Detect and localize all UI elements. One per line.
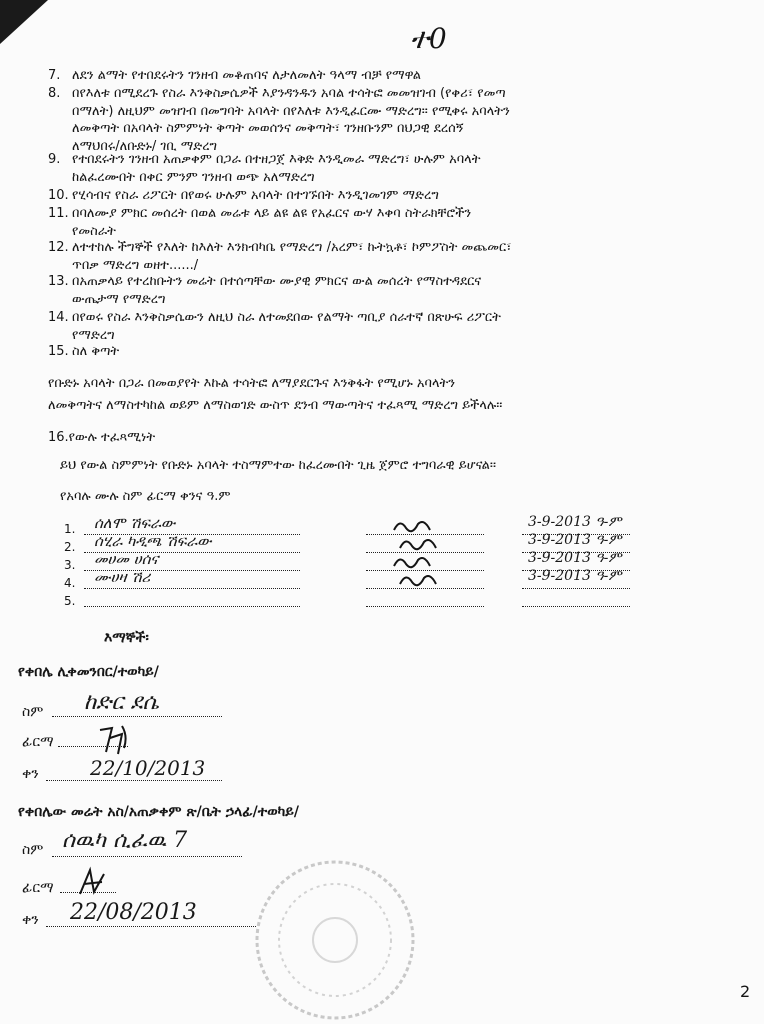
- member-date-line: [522, 606, 630, 607]
- clause-line: [48, 310, 728, 326]
- clause-line: [72, 328, 752, 344]
- clause-number: 10.: [48, 188, 69, 203]
- clause-text: ስለ ቅጣት: [72, 344, 120, 359]
- section-16-heading: 16.የውሉ ተፈጻሚነት: [48, 430, 156, 445]
- clause-number: 12.: [48, 240, 69, 255]
- clause-number: 13.: [48, 274, 69, 289]
- office-title: የቀበሌው መሬት አስ/አጠቃቀም ጽ/ቤት ኃላፊ/ተወካይ/: [18, 804, 299, 820]
- member-date-handwritten: 3-9-2013 ዓ-ም: [528, 550, 622, 566]
- member-date-handwritten: 3-9-2013 ዓ-ም: [528, 532, 622, 548]
- folded-corner-shadow: [0, 0, 60, 60]
- member-name-handwritten: ሙሀዛ ሽሪ: [94, 568, 151, 586]
- office-name-handwritten: ሰዉካ ሲፈዉ 7: [62, 828, 188, 853]
- office-signature-scribble: [74, 864, 114, 904]
- clause-line: [48, 86, 728, 102]
- clause-text: በየወሩ የስራ እንቅስቃሴውን ለዚህ ስራ ለተመደበው የልማት ጣቢያ ሰራተኛ በጽሁፍ ሪፖርት: [72, 310, 501, 325]
- clause-line: [72, 121, 752, 137]
- clause-number: 9.: [48, 152, 61, 167]
- clause-line: [48, 188, 728, 204]
- clause-text: ለተተከሉ ችግኞች የእለት ከእለት እንክብካቤ የማድረግ /አረም፣ ኩትኳቶ፣ ኮምፖስት መጨመር፣: [72, 240, 512, 255]
- member-signature-scribble: [396, 534, 446, 554]
- clause-text: በማለት) ለዚህም መዝገብ በመግባት አባላት በየእለቱ እንዲፈርሙ ማድረግ። የሚቀሩ አባላትን: [72, 103, 510, 119]
- office-date-handwritten: 22/08/2013: [70, 900, 197, 925]
- member-row-number: 5.: [64, 594, 76, 608]
- office-name-line: [52, 856, 242, 857]
- penalty-line-2: ለመቅጣትና ለማስተካከል ወይም ለማስወገድ ውስጥ ደንብ ማውጣትና ተፈጻሚ ማድረግ ይችላሉ፡፡: [48, 398, 503, 413]
- clause-line: [72, 292, 752, 308]
- office-date-line: [46, 926, 256, 927]
- clause-text: የመስራት: [72, 223, 116, 239]
- member-name-handwritten: ሰሂራ ካዲጫ ሽፍራው: [94, 532, 212, 550]
- clause-line: [72, 258, 752, 274]
- clause-line: [48, 274, 728, 290]
- member-sign-line: [366, 606, 484, 607]
- member-row-number: 2.: [64, 540, 76, 554]
- clause-number: 11.: [48, 206, 69, 221]
- member-name-handwritten: መሀመ ሀሰና: [94, 550, 159, 568]
- member-date-line: [522, 588, 630, 589]
- member-name-line: [84, 606, 300, 607]
- clause-text: በአጠቃላይ የተረከቡትን መሬት በተሰጣቸው ሙያዊ ምክርና ውል መሰረት የማስተዳደርና: [72, 274, 482, 289]
- clause-line: [48, 206, 728, 222]
- member-row-number: 4.: [64, 576, 76, 590]
- member-date-handwritten: 3-9-2013 ዓ-ም: [528, 514, 622, 530]
- page-mark: ተ0: [410, 22, 447, 55]
- clause-line: [72, 224, 752, 240]
- clause-text: ለደን ልማት የተበደሩትን ገንዘብ መቆጠባና ለታለመለት ዓላማ ብቻ የማዋል: [72, 68, 421, 83]
- chair-signature-scribble: [92, 718, 142, 758]
- clause-line: [48, 152, 728, 168]
- member-row-number: 1.: [64, 522, 76, 536]
- clause-text: የተበደሩትን ገንዘብ አጠቃቀም በጋራ በተዘጋጀ እቅድ እንዲመራ ማድረግ፣ ሁሉም አባላት: [72, 152, 481, 167]
- chair-date-label: ቀን: [22, 766, 39, 782]
- chair-name-line: [52, 716, 222, 717]
- member-signature-scribble: [396, 570, 446, 590]
- clause-number: 14.: [48, 310, 69, 325]
- clause-text: ጥበቃ ማድረግ ወዘተ....../: [72, 257, 199, 273]
- penalty-line-1: የቡድኑ አባላት በጋራ በመወያየት እኩል ተሳትፎ ለማያደርጉና እንቅፋት የሚሆኑ አባላትን: [48, 376, 456, 391]
- clause-text: ለማህበሩ/ለቡድኑ/ ገቢ ማድረግ: [72, 138, 218, 154]
- clause-line: [48, 240, 728, 256]
- witnesses-label: እማኞች፡: [104, 630, 149, 646]
- clause-text: የሂሳብና የስራ ሪፖርት በየወሩ ሁሉም አባላት በተገኙበት እንዲገመገም ማድረግ: [72, 188, 439, 203]
- clause-text: ለመቅጣት በአባላት ስምምነት ቅጣት መወሰንና መቅጣት፣ ገንዘቡንም በህጋዊ ደረሰኝ: [72, 121, 464, 136]
- clause-text: ከልፈረሙበት በቀር ምንም ገንዘብ ወጭ አለማድረግ: [72, 169, 315, 185]
- member-date-handwritten: 3-9-2013 ዓ-ም: [528, 568, 622, 584]
- chair-title: የቀበሌ ሊቀመንበር/ተወካይ/: [18, 664, 159, 680]
- clause-line: [72, 170, 752, 186]
- clause-text: የማድረግ: [72, 327, 115, 343]
- office-name-label: ስም: [22, 842, 44, 858]
- clause-line: [72, 104, 752, 120]
- clause-number: 7.: [48, 68, 61, 83]
- member-name-handwritten: ሰለሞ ሽፍራው: [94, 514, 176, 532]
- chair-name-handwritten: ከድር ደሴ: [84, 690, 159, 715]
- member-signature-scribble: [390, 516, 440, 536]
- office-date-label: ቀን: [22, 912, 39, 928]
- member-row-number: 3.: [64, 558, 76, 572]
- members-header: የአባሉ ሙሉ ስም ፊርማ ቀንና ዓ.ም: [60, 489, 231, 504]
- member-signature-scribble: [390, 552, 440, 572]
- page-number: 2: [740, 982, 751, 1001]
- clause-line: [48, 68, 728, 84]
- clause-number: 15.: [48, 344, 69, 359]
- clause-text: በየእለቱ በሚደረጉ የስራ እንቅስቃሴዎች እያንዳንዱን አባል ተሳትፎ መመዝገብ (የቀሪ፣ የመጣ: [72, 86, 506, 101]
- clause-line: [48, 344, 728, 360]
- office-sign-label: ፊርማ: [22, 880, 54, 896]
- clause-number: 8.: [48, 86, 61, 101]
- chair-date-line: [46, 780, 222, 781]
- chair-name-label: ስም: [22, 704, 44, 720]
- faded-official-stamp: [230, 840, 440, 1020]
- member-name-line: [84, 588, 300, 589]
- clause-text: ውጤታማ የማድረግ: [72, 291, 166, 307]
- chair-date-handwritten: 22/10/2013: [90, 756, 206, 780]
- clause-text: በባለሙያ ምክር መሰረት በወል መሬቱ ላይ ልዩ ልዩ የአፈርና ውሃ እቀባ ስትራክቸሮችን: [72, 206, 472, 221]
- section-16-text: ይህ የውል ስምምነት የቡድኑ አባላት ተስማምተው ከፈረሙበት ጊዜ ጀምሮ ተግባራዊ ይሆናል፡፡: [60, 458, 497, 473]
- chair-sign-label: ፊርማ: [22, 734, 54, 750]
